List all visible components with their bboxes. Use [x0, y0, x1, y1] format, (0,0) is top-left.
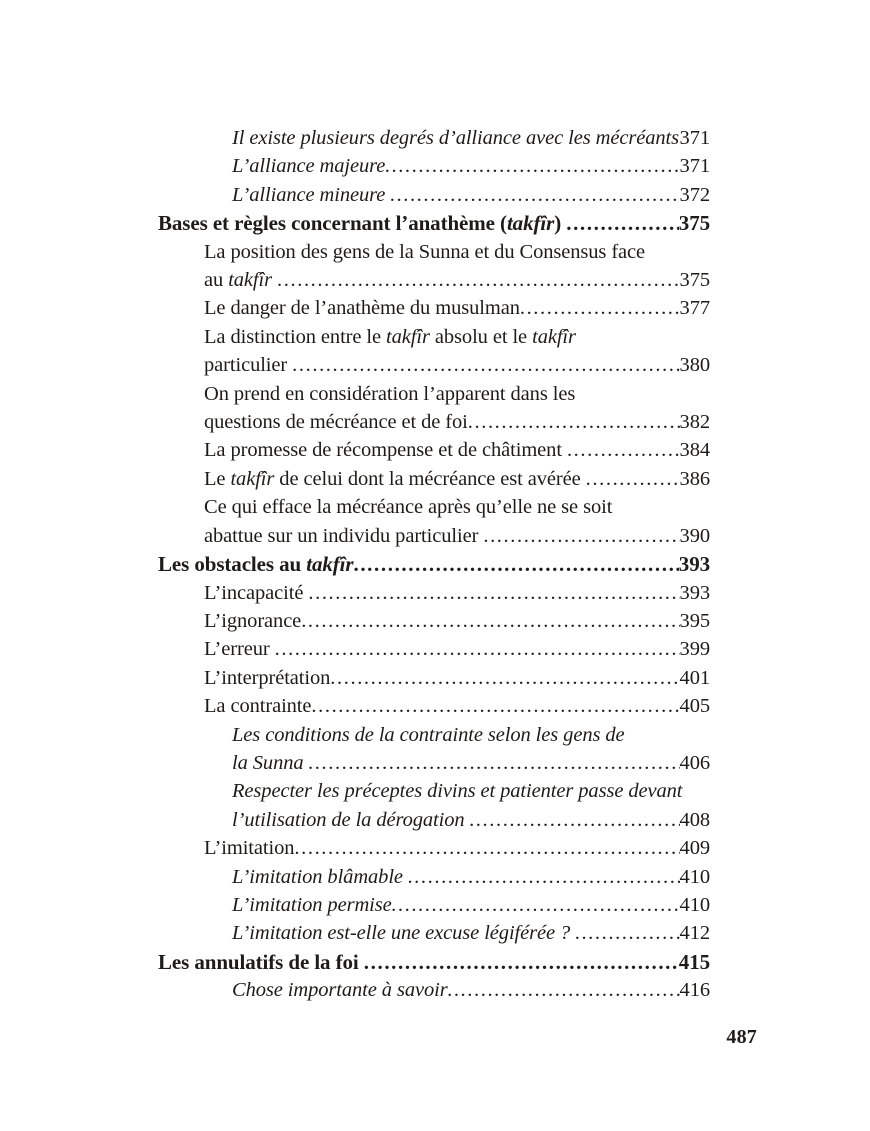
toc-entry-segment: L’ignorance [204, 609, 302, 632]
toc-row [158, 891, 710, 919]
toc-entry-segment: questions de mécréance et de foi [204, 411, 468, 434]
toc-row [158, 721, 710, 749]
toc-page-number: 401 [679, 666, 710, 689]
toc-entry-text [204, 522, 483, 550]
toc-page-number: 408 [679, 808, 710, 831]
toc-row [158, 607, 710, 635]
folio-page-number: 487 [726, 1026, 757, 1048]
toc-entry-segment: ) [554, 211, 567, 236]
toc-row [158, 579, 710, 607]
toc-row [158, 124, 710, 152]
toc-entry-segment: L’incapacité [204, 581, 309, 604]
toc-page-number: 412 [679, 922, 710, 945]
toc-page-number: 409 [679, 837, 710, 860]
toc-row [158, 976, 710, 1004]
dot-leader [520, 294, 680, 322]
toc-entry-term-italic: takfîr [306, 552, 354, 577]
toc-entry-text [232, 976, 448, 1004]
toc-page-number: 377 [679, 297, 710, 320]
dot-leader [308, 579, 679, 607]
toc-entry-text [204, 692, 311, 720]
dot-leader [277, 266, 680, 294]
toc-page-number: 399 [679, 638, 710, 661]
toc-row [158, 351, 710, 379]
toc-page-number: 371 [679, 155, 710, 178]
toc-entry-text [158, 209, 566, 237]
toc-entry-segment: Bases et règles concernant l’anathème ( [158, 211, 507, 236]
toc-entry-text [204, 579, 308, 607]
toc-entry-term-italic: takfîr [386, 325, 430, 348]
toc-entry-text [204, 635, 275, 663]
dot-leader [275, 635, 680, 663]
toc-entry-segment: abattue sur un individu particulier [204, 524, 484, 547]
toc-page-number: 410 [679, 893, 710, 916]
toc-entry-text [232, 181, 390, 209]
toc-entry-segment: la Sunna [232, 751, 309, 774]
toc-page-number: 393 [678, 552, 710, 577]
toc-row [158, 692, 710, 720]
toc-entry-text [204, 834, 294, 862]
toc-page-number: 372 [679, 183, 710, 206]
toc-entry-segment: L’erreur [204, 638, 275, 661]
toc-page-number: 405 [679, 695, 710, 718]
toc-entry-segment: L’alliance mineure [232, 183, 391, 206]
toc-entry-segment: Les obstacles au [158, 552, 307, 577]
toc-row [158, 294, 710, 322]
toc-page-number: 386 [679, 467, 710, 490]
toc-entry-text [204, 351, 292, 379]
dot-leader [330, 664, 679, 692]
toc-entry-text [232, 749, 309, 777]
toc-row [158, 777, 710, 805]
toc-entry-text [232, 152, 385, 180]
toc-row [158, 806, 710, 834]
toc-entry-segment: L’imitation blâmable [232, 865, 408, 888]
toc-entry-text [158, 948, 364, 976]
toc-entry-segment: Les conditions de la contrainte selon les gens de [232, 723, 625, 746]
toc-page-number: 395 [679, 609, 710, 632]
toc-entry-text [204, 238, 645, 266]
dot-leader [390, 181, 679, 209]
toc-page-number: 382 [679, 411, 710, 434]
toc-entry-text [204, 294, 520, 322]
toc-entry-segment: La contrainte [204, 695, 312, 718]
toc-page-number: 393 [679, 581, 710, 604]
toc-entry-term-italic: takfîr [532, 325, 576, 348]
toc-row [158, 863, 710, 891]
toc-entry-segment: Les annulatifs de la foi [158, 949, 364, 974]
toc-entry-text [204, 408, 468, 436]
toc-entry-segment: L’imitation permise [232, 893, 392, 916]
toc-row [158, 493, 710, 521]
toc-entry-text [204, 380, 575, 408]
toc-entry-segment: L’interprétation [204, 666, 331, 689]
toc-entry-term-italic: takfîr [230, 467, 275, 490]
toc-entry-segment: Le [204, 467, 231, 490]
toc-row [158, 436, 710, 464]
toc-entry-segment: l’utilisation de la dérogation [232, 808, 470, 831]
toc-entry-text [158, 550, 353, 578]
toc-entry-segment: L’imitation est-elle une excuse légiférée ? [232, 922, 576, 945]
toc-page-number: 390 [679, 524, 710, 547]
dot-leader [408, 863, 680, 891]
toc-entry-text [204, 266, 277, 294]
toc-entry-segment: Chose importante à savoir [232, 979, 448, 1002]
toc-row [158, 408, 710, 436]
toc-entry-segment: La promesse de récompense et de châtiment [204, 439, 567, 462]
dot-leader [575, 919, 679, 947]
dot-leader [385, 152, 679, 180]
toc-entry-text [204, 493, 612, 521]
toc-page-number: 380 [679, 354, 710, 377]
toc-entry-text [232, 721, 625, 749]
dot-leader [309, 749, 680, 777]
toc-row [158, 664, 710, 692]
toc-entry-segment: Le danger de l’anathème du musulman [204, 297, 520, 320]
toc-entry-segment: particulier [204, 354, 293, 377]
toc-page-number: 415 [678, 949, 710, 974]
toc-row [158, 749, 710, 777]
toc-row [158, 550, 710, 578]
toc-entry-segment: La position des gens de la Sunna et du Consensus face [204, 240, 646, 263]
toc-row [158, 323, 710, 351]
toc-row [158, 919, 710, 947]
toc-row [158, 181, 710, 209]
toc-entry-term-italic: takfîr [228, 269, 273, 292]
toc-entry-segment: Ce qui efface la mécréance après qu’elle ne se soit [204, 496, 613, 519]
toc-page-number: 416 [679, 979, 710, 1002]
toc-list [158, 124, 710, 1005]
toc-page-number: 371 [679, 127, 710, 149]
dot-leader [294, 834, 679, 862]
dot-leader [567, 436, 680, 464]
toc-entry-segment: L’imitation [204, 837, 295, 860]
toc-entry-segment: Respecter les préceptes divins et patienter passe devant [232, 780, 683, 803]
toc-entry-segment: La distinction entre le [204, 325, 387, 348]
dot-leader [392, 891, 680, 919]
toc-entry-text [232, 863, 408, 891]
toc-entry-segment: L’alliance majeure [232, 155, 386, 178]
dot-leader [292, 351, 679, 379]
dot-leader [468, 408, 680, 436]
toc-entry-text [204, 607, 301, 635]
dot-leader [586, 465, 680, 493]
toc-entry-segment: de celui dont la mécréance est avérée [274, 467, 586, 490]
toc-entry-text [204, 323, 576, 351]
toc-page-number: 384 [679, 439, 710, 462]
toc-entry-text [232, 806, 470, 834]
toc-row [158, 266, 710, 294]
toc-row [158, 209, 710, 237]
toc-entry-text [204, 465, 586, 493]
toc-entry-segment: au [204, 269, 229, 292]
toc-page-number: 375 [679, 269, 710, 292]
toc-entry-text [232, 919, 575, 947]
dot-leader [301, 607, 679, 635]
dot-leader [353, 550, 678, 578]
dot-leader [566, 209, 679, 237]
toc-page-number: 410 [679, 865, 710, 888]
toc-entry-segment: Il existe plusieurs degrés d’alliance avec les mécréants [232, 127, 679, 149]
dot-leader [448, 976, 680, 1004]
toc-row [158, 465, 710, 493]
dot-leader [483, 522, 679, 550]
toc-entry-segment: absolu et le [429, 325, 533, 348]
toc-row [158, 635, 710, 663]
toc-entry-term-italic: takfîr [506, 211, 555, 236]
toc-page-number: 406 [679, 751, 710, 774]
toc-page-number: 375 [678, 211, 710, 236]
toc-entry-text [204, 664, 330, 692]
toc-entry-text [232, 124, 679, 152]
toc-row [158, 834, 710, 862]
toc-row [158, 380, 710, 408]
toc-row [158, 238, 710, 266]
dot-leader [470, 806, 680, 834]
toc-entry-segment: On prend en considération l’apparent dans les [204, 382, 576, 405]
toc-entry-text [232, 891, 392, 919]
toc-entry-text [232, 777, 682, 805]
dot-leader [311, 692, 679, 720]
toc-entry-text [204, 436, 567, 464]
toc-row [158, 522, 710, 550]
toc-row [158, 152, 710, 180]
toc-row [158, 948, 710, 976]
dot-leader [364, 948, 679, 976]
